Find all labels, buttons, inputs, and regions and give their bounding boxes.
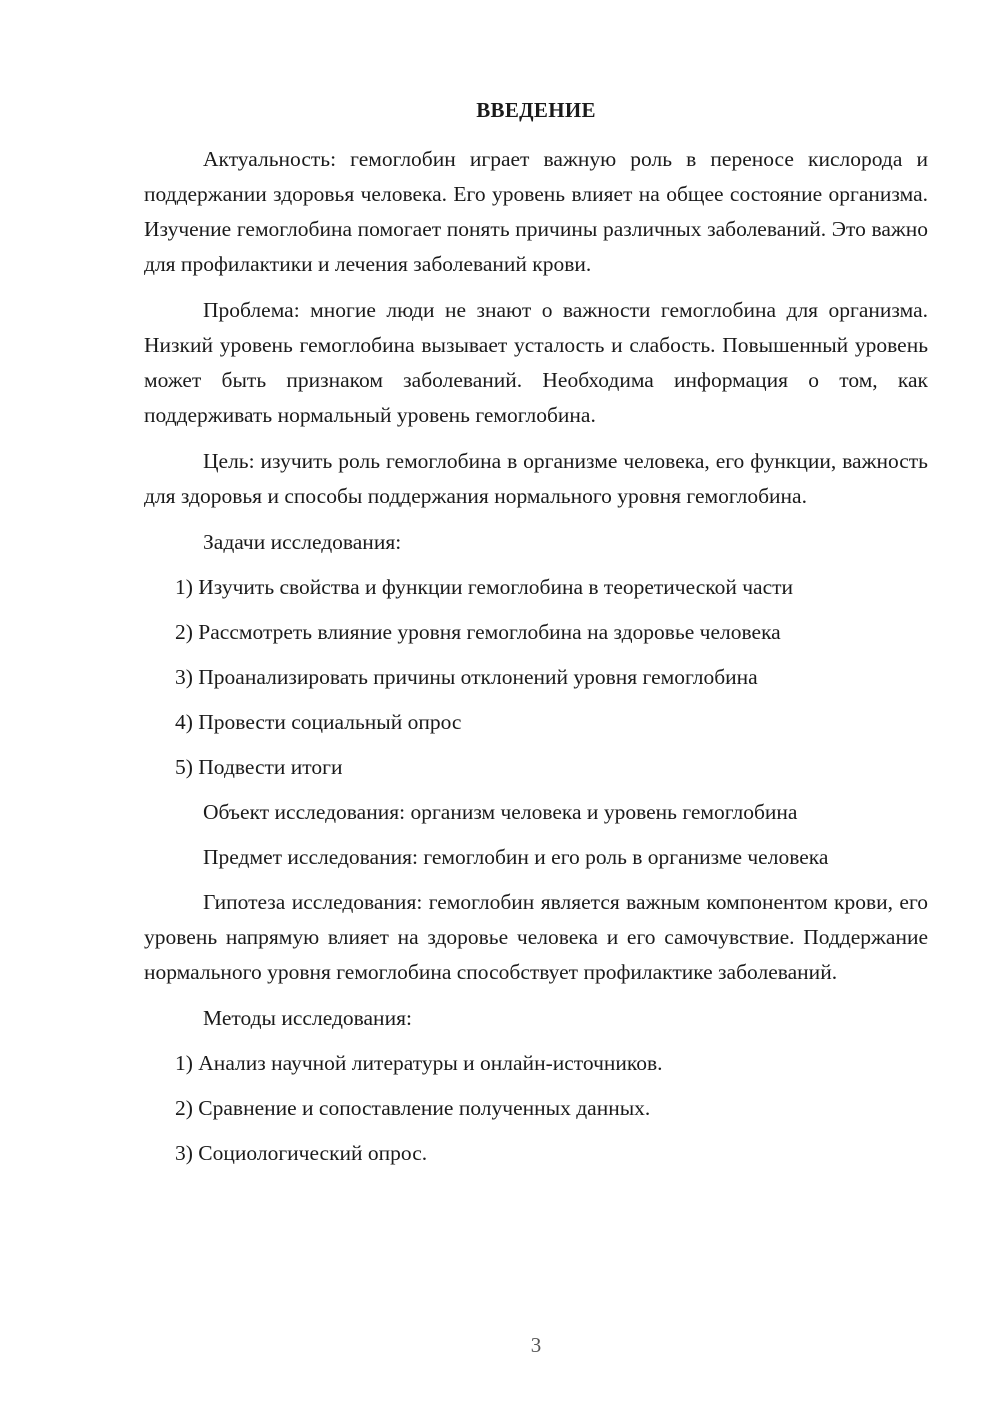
subject-line: Предмет исследования: гемоглобин и его роль в организме человека — [203, 845, 829, 869]
object-line: Объект исследования: организм человека и уровень гемоглобина — [203, 800, 798, 824]
list-item: 5) Подвести итоги — [175, 755, 343, 779]
list-item: 1) Анализ научной литературы и онлайн-источников. — [175, 1051, 663, 1075]
methods-list — [144, 1046, 928, 1171]
list-item: 4) Провести социальный опрос — [175, 710, 462, 734]
page-number: 3 — [530, 1333, 542, 1357]
document-page — [144, 95, 928, 1181]
relevance-paragraph: Актуальность: гемоглобин играет важную роль в переносе кислорода и поддержании здоровья человека. Его уровень влияет на общее состояние организма. Изучение гемоглобина помогает понять причины различных заболеваний. Это важно для профилактики и лечения заболеваний крови. — [144, 147, 928, 276]
methods-heading: Методы исследования: — [203, 1006, 412, 1030]
tasks-list — [144, 570, 928, 785]
tasks-heading: Задачи исследования: — [203, 530, 402, 554]
problem-paragraph: Проблема: многие люди не знают о важности гемоглобина для организма. Низкий уровень гемоглобина вызывает усталость и слабость. Повышенный уровень может быть признаком заболеваний. Необходима информация о том, как поддерживать нормальный уровень гемоглобина. — [144, 298, 928, 427]
list-item: 1) Изучить свойства и функции гемоглобина в теоретической части — [175, 575, 794, 599]
list-item: 2) Сравнение и сопоставление полученных данных. — [175, 1096, 651, 1120]
goal-paragraph: Цель: изучить роль гемоглобина в организме человека, его функции, важность для здоровья и способы поддержания нормального уровня гемоглобина. — [144, 449, 928, 508]
list-item: 3) Социологический опрос. — [175, 1141, 428, 1165]
list-item: 2) Рассмотреть влияние уровня гемоглобина на здоровье человека — [175, 620, 781, 644]
list-item: 3) Проанализировать причины отклонений уровня гемоглобина — [175, 665, 758, 689]
section-title: ВВЕДЕНИЕ — [476, 98, 596, 122]
hypothesis-paragraph: Гипотеза исследования: гемоглобин является важным компонентом крови, его уровень напрямую влияет на здоровье человека и его самочувствие. Поддержание нормального уровня гемоглобина способствует профилактике заболеваний. — [144, 890, 928, 984]
